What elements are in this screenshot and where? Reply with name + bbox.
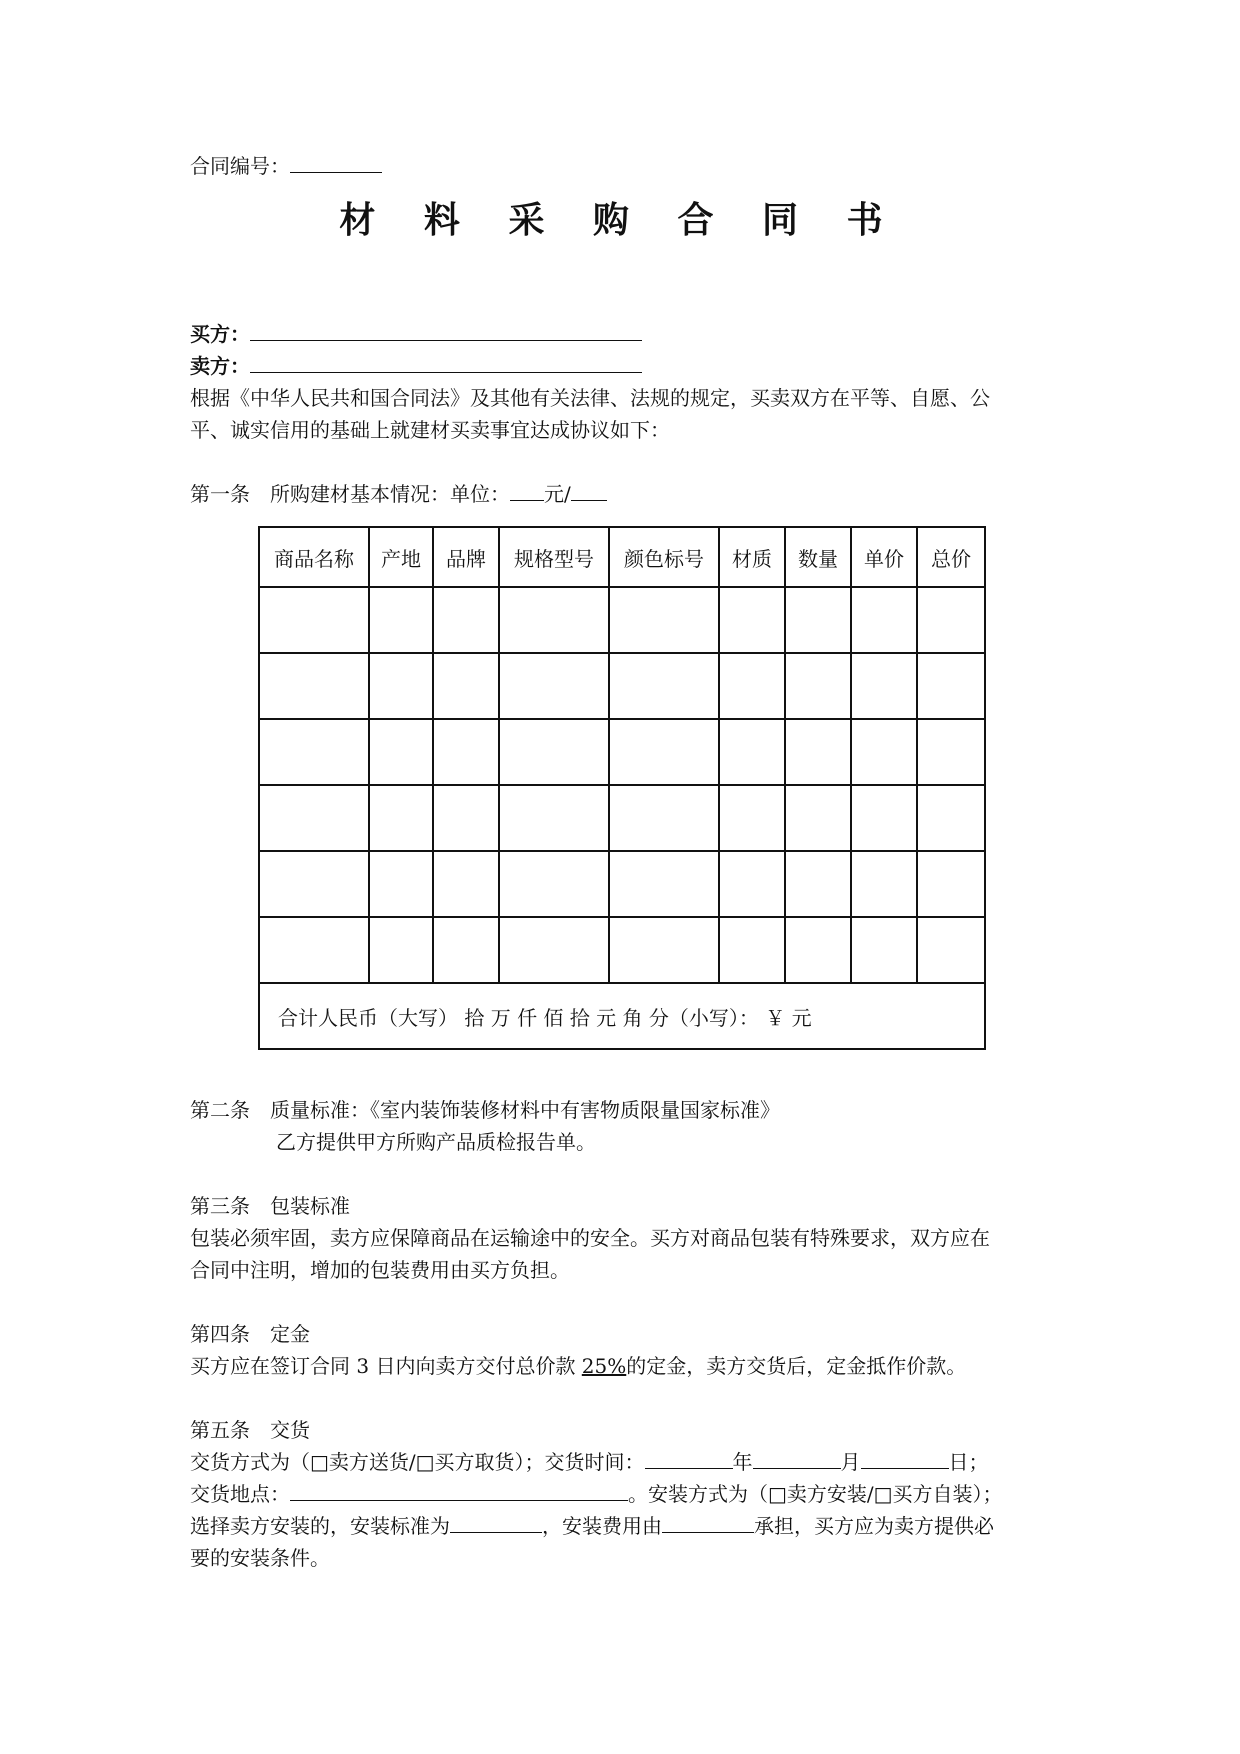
document-title: 材 料 采 购 合 同 书 <box>339 199 901 241</box>
materials-table <box>258 526 986 1050</box>
article3-line-2: 合同中注明，增加的包装费用由买方负担。 <box>190 1258 570 1282</box>
table-cell[interactable] <box>259 785 369 851</box>
delivery-place-blank[interactable] <box>290 1478 628 1501</box>
article5-heading-line <box>190 1414 310 1446</box>
table-cell[interactable] <box>609 917 719 983</box>
article4-title: 定金 <box>270 1322 310 1346</box>
table-cell[interactable] <box>851 851 917 917</box>
install-fee-blank[interactable] <box>662 1510 754 1533</box>
table-cell[interactable] <box>917 917 985 983</box>
table-cell[interactable] <box>719 917 785 983</box>
table-cell[interactable] <box>369 851 433 917</box>
delivery-year-blank[interactable] <box>645 1446 733 1469</box>
header-cell: 规格型号 <box>499 527 609 587</box>
article3-title: 包装标准 <box>270 1194 350 1218</box>
table-row <box>259 785 985 851</box>
article1-heading: 第一条 <box>190 482 250 506</box>
install-method-text: 。安装方式为（□卖方安装/□买方自装）； <box>628 1482 1003 1506</box>
article1-text: 所购建材基本情况：单位： <box>270 482 510 506</box>
install-bear-text: 承担，买方应为卖方提供必 <box>754 1514 994 1538</box>
table-cell[interactable] <box>369 785 433 851</box>
table-cell[interactable] <box>609 719 719 785</box>
table-row <box>259 587 985 653</box>
contract-number-line <box>190 150 382 182</box>
table-cell[interactable] <box>851 917 917 983</box>
table-cell[interactable] <box>851 785 917 851</box>
header-cell: 材质 <box>719 527 785 587</box>
table-cell[interactable] <box>499 587 609 653</box>
install-standard-text: 选择卖方安装的，安装标准为 <box>190 1514 450 1538</box>
unit-blank[interactable] <box>571 478 607 501</box>
article2-line-1 <box>190 1094 780 1126</box>
table-cell[interactable] <box>433 917 499 983</box>
table-cell[interactable] <box>917 587 985 653</box>
table-cell[interactable] <box>499 917 609 983</box>
table-cell[interactable] <box>499 785 609 851</box>
delivery-month-blank[interactable] <box>753 1446 841 1469</box>
table-cell[interactable] <box>259 719 369 785</box>
table-cell[interactable] <box>369 653 433 719</box>
table-cell[interactable] <box>719 653 785 719</box>
table-cell[interactable] <box>369 719 433 785</box>
contract-number-label: 合同编号： <box>190 154 290 178</box>
buyer-label: 买方： <box>190 322 250 346</box>
install-fee-text: ，安装费用由 <box>542 1514 662 1538</box>
article1-line <box>190 478 607 510</box>
delivery-method-text: 交货方式为（□卖方送货/□买方取货）；交货时间： <box>190 1450 645 1474</box>
article5-line-2 <box>190 1478 1003 1510</box>
seller-blank[interactable] <box>250 350 642 373</box>
table-cell[interactable] <box>369 587 433 653</box>
article5-heading: 第五条 <box>190 1418 250 1442</box>
table-cell[interactable] <box>433 719 499 785</box>
table-cell[interactable] <box>259 587 369 653</box>
article4-text-after: 的定金，卖方交货后，定金抵作价款。 <box>626 1354 967 1378</box>
table-cell[interactable] <box>609 653 719 719</box>
table-cell[interactable] <box>433 653 499 719</box>
table-cell[interactable] <box>719 785 785 851</box>
buyer-blank[interactable] <box>250 318 642 341</box>
table-cell[interactable] <box>259 917 369 983</box>
header-cell: 单价 <box>851 527 917 587</box>
article2-text: 质量标准：《室内装饰装修材料中有害物质限量国家标准》 <box>270 1098 780 1122</box>
table-cell[interactable] <box>785 917 851 983</box>
seller-label: 卖方： <box>190 354 250 378</box>
table-cell[interactable] <box>785 719 851 785</box>
article1-unit: 元/ <box>544 482 571 506</box>
table-cell[interactable] <box>719 851 785 917</box>
article2-line-2: 乙方提供甲方所购产品质检报告单。 <box>276 1130 596 1154</box>
contract-number-blank[interactable] <box>290 150 382 173</box>
article5-line-3 <box>190 1510 994 1542</box>
seller-line <box>190 350 642 382</box>
article4-heading-line <box>190 1318 310 1350</box>
table-cell[interactable] <box>917 653 985 719</box>
table-cell[interactable] <box>259 653 369 719</box>
day-label: 日； <box>948 1450 989 1474</box>
table-cell[interactable] <box>917 719 985 785</box>
buyer-line <box>190 318 642 350</box>
table-cell[interactable] <box>851 653 917 719</box>
header-cell: 数量 <box>785 527 851 587</box>
table-cell[interactable] <box>259 851 369 917</box>
delivery-place-label: 交货地点： <box>190 1482 290 1506</box>
table-header-row <box>259 527 985 587</box>
table-cell[interactable] <box>917 785 985 851</box>
table-cell[interactable] <box>851 719 917 785</box>
table-cell[interactable] <box>785 653 851 719</box>
table-cell[interactable] <box>785 587 851 653</box>
intro-line-1: 根据《中华人民共和国合同法》及其他有关法律、法规的规定，买卖双方在平等、自愿、公 <box>190 386 990 410</box>
table-cell[interactable] <box>499 851 609 917</box>
install-standard-blank[interactable] <box>450 1510 542 1533</box>
article5-line-4: 要的安装条件。 <box>190 1546 330 1570</box>
intro-line-2: 平、诚实信用的基础上就建材买卖事宜达成协议如下： <box>190 418 670 442</box>
article3-heading-line <box>190 1190 350 1222</box>
table-cell[interactable] <box>499 653 609 719</box>
article3-line-1: 包装必须牢固，卖方应保障商品在运输途中的安全。买方对商品包装有特殊要求，双方应在 <box>190 1226 990 1250</box>
header-cell: 颜色标号 <box>609 527 719 587</box>
article3-heading: 第三条 <box>190 1194 250 1218</box>
table-total-row <box>259 983 985 1049</box>
article2-heading: 第二条 <box>190 1098 250 1122</box>
table-cell[interactable] <box>609 587 719 653</box>
header-cell: 品牌 <box>433 527 499 587</box>
table-cell[interactable] <box>609 851 719 917</box>
table-row <box>259 719 985 785</box>
month-label: 月 <box>840 1450 861 1474</box>
year-label: 年 <box>732 1450 753 1474</box>
deposit-percent: 25% <box>581 1354 627 1378</box>
table-cell[interactable] <box>433 587 499 653</box>
table-cell[interactable] <box>369 917 433 983</box>
delivery-day-blank[interactable] <box>861 1446 949 1469</box>
table-row <box>259 917 985 983</box>
table-cell[interactable] <box>785 851 851 917</box>
article4-line <box>190 1350 966 1382</box>
table-cell[interactable] <box>851 587 917 653</box>
article4-heading: 第四条 <box>190 1322 250 1346</box>
article5-title: 交货 <box>270 1418 310 1442</box>
table-cell[interactable] <box>609 785 719 851</box>
table-cell[interactable] <box>433 851 499 917</box>
article4-text-before: 买方应在签订合同 3 日内向卖方交付总价款 <box>190 1354 582 1378</box>
table-row <box>259 653 985 719</box>
unit-price-blank[interactable] <box>510 478 544 501</box>
header-cell: 总价 <box>917 527 985 587</box>
table-cell[interactable] <box>433 785 499 851</box>
header-cell: 商品名称 <box>259 527 369 587</box>
table-cell[interactable] <box>917 851 985 917</box>
header-cell: 产地 <box>369 527 433 587</box>
article5-line-1 <box>190 1446 989 1478</box>
table-cell[interactable] <box>499 719 609 785</box>
table-cell[interactable] <box>719 587 785 653</box>
table-cell[interactable] <box>719 719 785 785</box>
total-cell[interactable]: 合计人民币（大写） 拾 万 仟 佰 拾 元 角 分（小写）： ￥ 元 <box>259 983 985 1049</box>
table-row <box>259 851 985 917</box>
table-cell[interactable] <box>785 785 851 851</box>
